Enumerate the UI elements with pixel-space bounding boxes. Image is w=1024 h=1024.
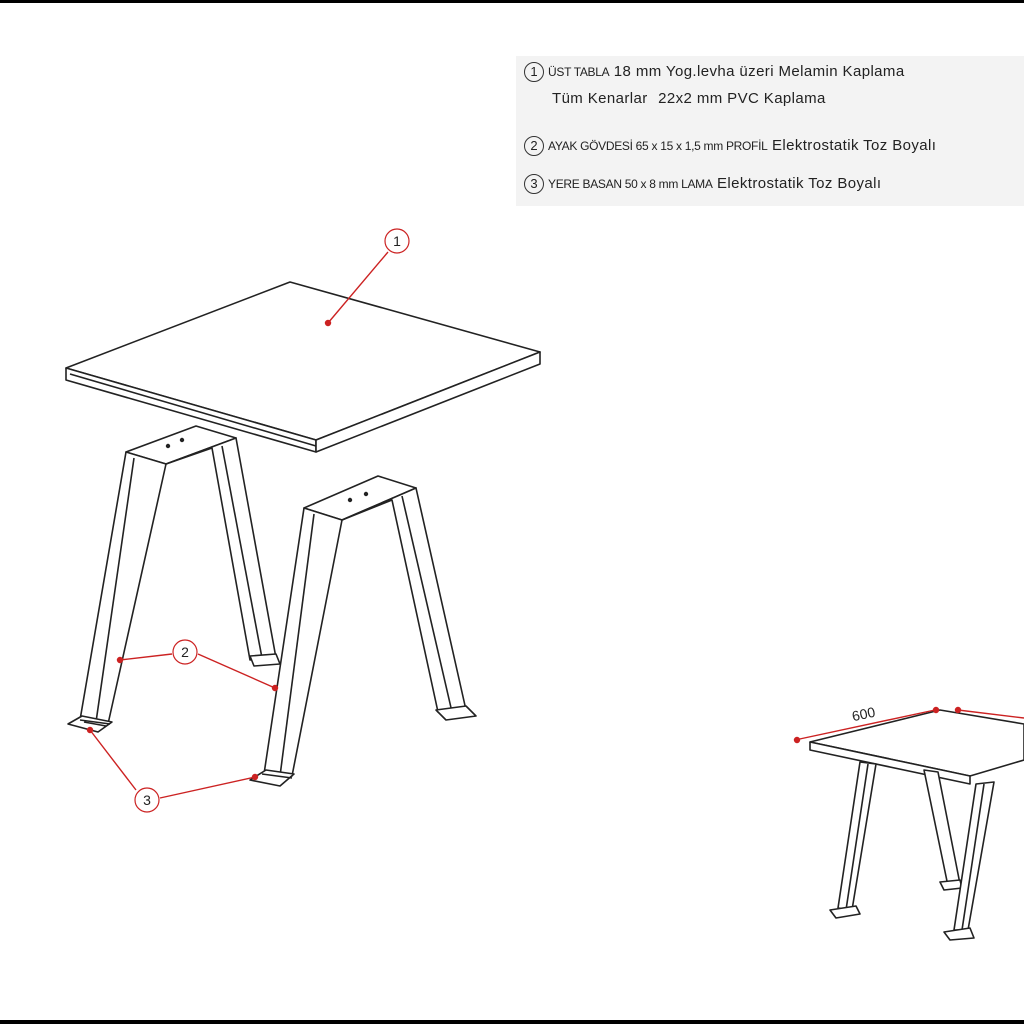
frame-bottom-border — [0, 1020, 1024, 1024]
table-top — [66, 282, 540, 452]
legend-item-1-edges: Tüm Kenarlar — [552, 90, 648, 107]
callout-3 — [135, 788, 159, 812]
assembled-table-view — [810, 710, 1024, 940]
legend-item-3-finish: Elektrostatik Toz Boyalı — [717, 175, 882, 193]
legend-number-1: 1 — [524, 62, 544, 82]
legend-item-1-edge-banding: 22x2 mm PVC Kaplama — [658, 90, 826, 107]
callout-1 — [385, 229, 409, 253]
legend-item-1-material: 18 mm Yog.levha üzeri Melamin Kaplama — [613, 63, 905, 81]
callout-3-label: 3 — [143, 792, 151, 808]
legend-number-3: 3 — [524, 174, 544, 194]
legend-item-2-part: AYAK GÖVDESİ 65 x 15 x 1,5 mm PROFİL — [548, 139, 768, 154]
left-leg-frame — [68, 426, 280, 732]
callout-2-label: 2 — [181, 644, 189, 660]
legend-item-3-part: YERE BASAN 50 x 8 mm LAMA — [548, 177, 713, 192]
legend-number-2: 2 — [524, 136, 544, 156]
dimension-label: 600 — [850, 703, 877, 725]
legend-item-1-part: ÜST TABLA — [548, 65, 610, 80]
right-leg-frame — [250, 476, 476, 786]
callout-1-label: 1 — [393, 233, 401, 249]
callout-2 — [173, 640, 197, 664]
legend-item-2-finish: Elektrostatik Toz Boyalı — [771, 137, 937, 155]
